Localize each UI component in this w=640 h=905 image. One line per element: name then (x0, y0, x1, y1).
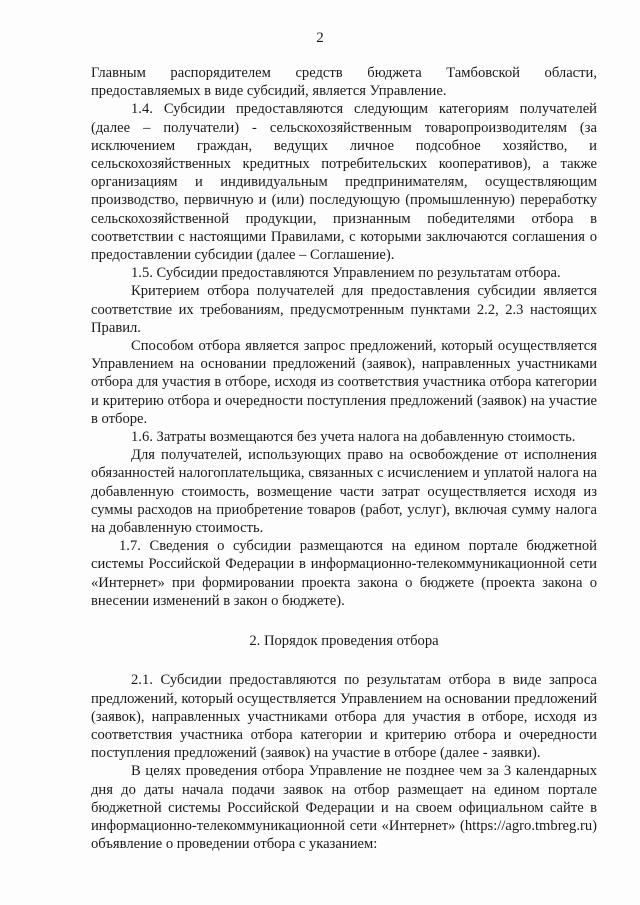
document-body (91, 64, 597, 853)
paragraph-selection-method: Способом отбора является запрос предложений, который осуществляется Управлением на основании предложений (заявок), направленных участниками отбора для участия в отборе, исходя из соответствия участника отбора категории и критерию отбора и очередности поступления предложений (заявок) на участие в отборе. (91, 338, 597, 427)
paragraph-1-7: 1.7. Сведения о субсидии размещаются на едином портале бюджетной системы Российской Федерации в информационно-телекоммуникационной сети «Интернет» при формировании проекта закона о бюджете (проекта закона о внесении изменений в закон о бюджете). (91, 538, 597, 609)
paragraph-announcement: В целях проведения отбора Управление не позднее чем за 3 календарных дня до даты начала подачи заявок на отбор размещает на едином портале бюджетной системы Российской Федерации и на своем официальном сайте в информационно-телекоммуникационной сети «Интернет» (https://agro.tmbreg.ru) объявление о проведении отбора с указанием: (91, 763, 597, 853)
paragraph-main-manager: Главным распорядителем средств бюджета Тамбовской области, предоставляемых в виде субсидий, является Управление. (91, 65, 597, 100)
paragraph-2-1: 2.1. Субсидии предоставляются по результатам отбора в виде запроса предложений, который осуществляется Управлением на основании предложений (заявок), направленных участниками отбора для участия в отборе, исходя из соответствия участника отбора категории и критерию отбора и очередности поступления предложений (заявок) на участие в отборе (далее - заявки). (91, 672, 597, 762)
paragraph-1-4: 1.4. Субсидии предоставляются следующим категориям получателей (далее – получатели) - сельскохозяйственным товаропроизводителям (за исключением граждан, ведущих личное подсобное хозяйство, и сельскохозяйственных кредитных потребительских кооперативов), а также организациям и индивидуальным предпринимателям, осуществляющим производство, первичную и (или) последующую (промышленную) переработку сельскохозяйственной продукции, признанным победителями отбора в соответствии с настоящими Правилами, с которыми заключаются соглашения о предоставлении субсидии (далее – Соглашение). (91, 101, 597, 264)
section-heading: 2. Порядок проведения отбора (249, 633, 439, 650)
paragraph-1-5: 1.5. Субсидии предоставляются Управлением по результатам отбора. (131, 265, 561, 282)
paragraph-vat-exemption: Для получателей, использующих право на освобождение от исполнения обязанностей налогоплательщика, связанных с исчислением и уплатой налога на добавленную стоимость, возмещение части затрат осуществляется исходя из суммы расходов на приобретение товаров (работ, услуг), включая сумму налога на добавленную стоимость. (91, 447, 597, 537)
paragraph-selection-criterion: Критерием отбора получателей для предоставления субсидии является соответствие их требованиям, предусмотренным пунктами 2.2, 2.3 настоящих Правил. (91, 283, 597, 336)
page-number: 2 (316, 30, 324, 46)
paragraph-1-6: 1.6. Затраты возмещаются без учета налога на добавленную стоимость. (131, 429, 576, 446)
